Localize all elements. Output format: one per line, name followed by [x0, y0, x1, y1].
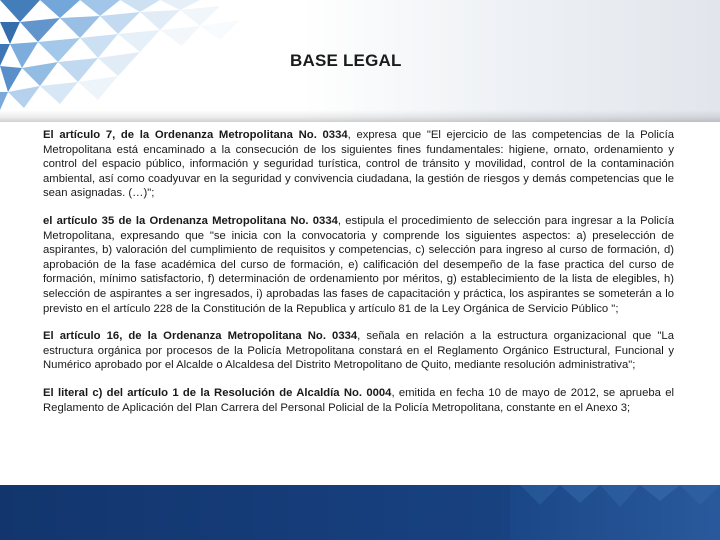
- paragraph-article-16: [43, 329, 674, 373]
- blue-mosaic-decoration: [0, 0, 300, 122]
- paragraph-article-35: [43, 214, 674, 316]
- slide-title: BASE LEGAL: [290, 51, 402, 70]
- paragraph-bold-lead: El literal c) del artículo 1 de la Resolución de Alcaldía No. 0004: [43, 386, 392, 399]
- paragraph-bold-lead: El artículo 7, de la Ordenanza Metropolitana No. 0334: [43, 129, 348, 141]
- paragraph-text: , estipula el procedimiento de selección para ingresar a la Policía Metropolitana, expresando que "se inicia con la convocatoria y comprende los siguientes aspectos: a) preselección de aspirantes, b) valoración del cumplimiento de requisitos y competencias, c) selección para ingreso al curso de formación, d) aprobación de la fase académica del curso de formación, e) calificación del desempeño de la fase practica del curso de formación, mínimo satisfactorio, f) determinación de ordenamiento por méritos, g) establecimiento de la lista de elegibles, h) selección de aspirantes a ser ingresados, i) aprobadas las fases de capacitación y práctica, los aspirantes se someterán a lo previsto en el artículo 228 de la Constitución de la Republica y artículo 81 de la Ley Orgánica de Servicio Público ";: [43, 214, 674, 315]
- paragraph-text: , emitida en fecha 10 de mayo de 2012, se aprueba el Reglamento de Aplicación del Plan Carrera del Personal Policial de la Policía Metropolitana, constante en el Anexo 3;: [43, 386, 674, 414]
- paragraph-text: , señala en relación a la estructura organizacional que "La estructura orgánica por procesos de la Policía Metropolitana constará en el Reglamento Orgánico Estructural, Funcional y Numérico aprobado por el Alcalde o Alcaldesa del Distrito Metropolitano de Quito, mediante resolución administrativa";: [43, 330, 674, 372]
- paragraph-text: , expresa que "El ejercicio de las competencias de la Policía Metropolitana está encaminado a la consecución de los siguientes fines fundamentales: higiene, ornato, ordenamiento y control del espacio público, información y seguridad turística, control de tránsito y movilidad, control de la contaminación ambiental, así como coadyuvar en la seguridad y convivencia ciudadana, la gestión de riesgos y demás competencias que le sean asignadas. (…)";: [43, 129, 674, 200]
- footer-band: [0, 485, 720, 540]
- legal-text-body: [43, 128, 674, 428]
- paragraph-bold-lead: El artículo 16, de la Ordenanza Metropolitana No. 0334: [43, 330, 358, 343]
- paragraph-bold-lead: el artículo 35 de la Ordenanza Metropolitana No. 0334: [43, 214, 338, 227]
- paragraph-resolution-0004: [43, 386, 674, 415]
- paragraph-article-7: [43, 128, 674, 201]
